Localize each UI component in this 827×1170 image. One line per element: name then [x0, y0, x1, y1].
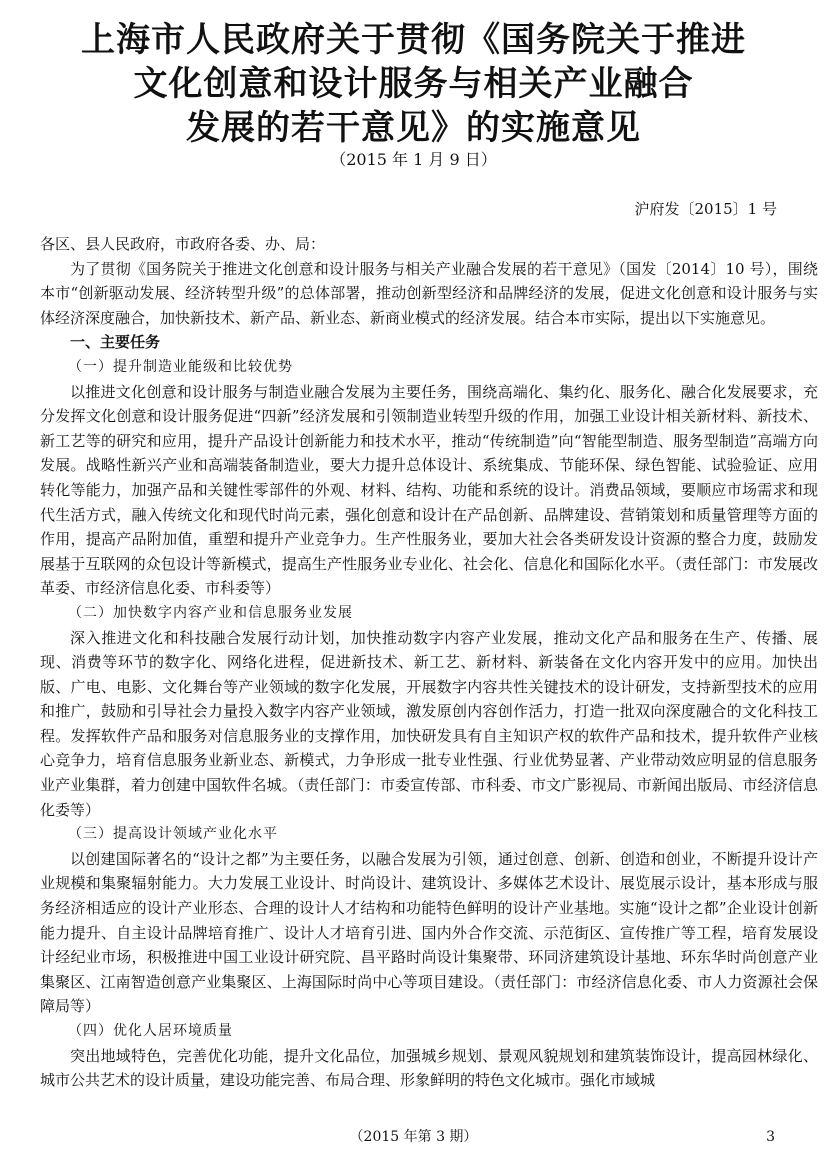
- issue-label: （2015 年第 3 期）: [349, 1129, 478, 1145]
- document-body: [40, 232, 818, 1093]
- page-number: 3: [766, 1129, 775, 1145]
- title-line-1: 上海市人民政府关于贯彻《国务院关于推进: [81, 20, 746, 60]
- paragraph: 深入推进文化和科技融合发展行动计划，加快推动数字内容产业发展，推动文化产品和服务在生产、传播、展现、消费等环节的数字化、网络化进程，促进新技术、新工艺、新材料、新装备在文化内容开发中的应用。加快出版、广电、电影、文化舞台等产业领域的数字化发展，开展数字内容共性关键技术的设计研发，支持新型技术的应用和推广，鼓励和引导社会力量投入数字内容产业领域，激发原创内容创作活力，打造一批双向深度融合的文化科技工程。发挥软件产品和服务对信息服务业的支撑作用，加快研发具有自主知识产权的软件产品和技术，提升软件产业核心竞争力，培育信息服务业新业态、新模式，力争形成一批专业性强、行业优势显著、产业带动效应明显的信息服务业产业集群，着力创建中国软件名城。（责任部门：市委宣传部、市科委、市文广影视局、市新闻出版局、市经济信息化委等）: [40, 628, 818, 819]
- title-line-3: 发展的若干意见》的实施意见: [186, 108, 641, 148]
- intro-paragraph: 为了贯彻《国务院关于推进文化创意和设计服务与相关产业融合发展的若干意见》（国发〔2014〕10 号），围绕本市“创新驱动发展、经济转型升级”的总体部署，推动创新型经济和品牌经济的发展，促进文化创意和设计服务与实体经济深度融合，加快新技术、新产品、新业态、新商业模式的经济发展。结合本市实际，提出以下实施意见。: [40, 259, 818, 327]
- paragraph: 以创建国际著名的“设计之都”为主要任务，以融合发展为引领，通过创意、创新、创造和创业，不断提升设计产业规模和集聚辐射能力。大力发展工业设计、时尚设计、建筑设计、多媒体艺术设计、展览展示设计，基本形成与服务经济相适应的设计产业形态、合理的设计人才结构和功能特色鲜明的设计产业基地。实施“设计之都”企业设计创新能力提升、自主设计品牌培育推广、设计人才培育引进、国内外合作交流、示范街区、宣传推广等工程，培育发展设计经纪业市场，积极推进中国工业设计研究院、昌平路时尚设计集聚带、环同济建筑设计基地、环东华时尚创意产业集聚区、江南智造创意产业集聚区、上海国际时尚中心等项目建设。（责任部门：市经济信息化委、市人力资源社会保障局等）: [40, 849, 818, 1016]
- issue-date: （2015 年 1 月 9 日）: [330, 150, 497, 169]
- document-number: 沪府发〔2015〕1 号: [634, 200, 777, 218]
- subsection-heading: （二）加快数字内容产业和信息服务业发展: [68, 604, 353, 621]
- subsection-heading: （三）提高设计领域产业化水平: [68, 826, 278, 843]
- paragraph: 以推进文化创意和设计服务与制造业融合发展为主要任务，围绕高端化、集约化、服务化、融合化发展要求，充分发挥文化创意和设计服务促进“四新”经济发展和引领制造业转型升级的作用，加强工业设计相关新材料、新技术、新工艺等的研究和应用，提升产品设计创新能力和技术水平，推动“传统制造”向“智能型制造、服务型制造”高端方向发展。战略性新兴产业和高端装备制造业，要大力提升总体设计、系统集成、节能环保、绿色智能、试验验证、应用转化等能力，加强产品和关键性零部件的外观、材料、结构、功能和系统的设计。消费品领域，要顺应市场需求和现代生活方式，融入传统文化和现代时尚元素，强化创意和设计在产品创新、品牌建设、营销策划和质量管理等方面的作用，提高产品附加值，重塑和提升产业竞争力。生产性服务业，要加大社会各类研发设计资源的整合力度，鼓励发展基于互联网的众包设计等新模式，提高生产性服务业专业化、社会化、信息化和国际化水平。（责任部门：市发展改革委、市经济信息化委、市科委等）: [40, 382, 818, 598]
- title-line-2: 文化创意和设计服务与相关产业融合: [133, 64, 694, 104]
- paragraph: 突出地域特色，完善优化功能，提升文化品位，加强城乡规划、景观风貌规划和建筑装饰设计，提高园林绿化、城市公共艺术的设计质量，建设功能完善、布局合理、形象鲜明的特色文化城市。强化市域城: [40, 1046, 818, 1090]
- subsection-heading: （四）优化人居环境质量: [68, 1023, 233, 1039]
- salutation: 各区、县人民政府，市政府各委、办、局：: [40, 235, 326, 253]
- subsection-heading: （一）提升制造业能级和比较优势: [68, 358, 293, 375]
- section-heading: 一、主要任务: [70, 333, 161, 352]
